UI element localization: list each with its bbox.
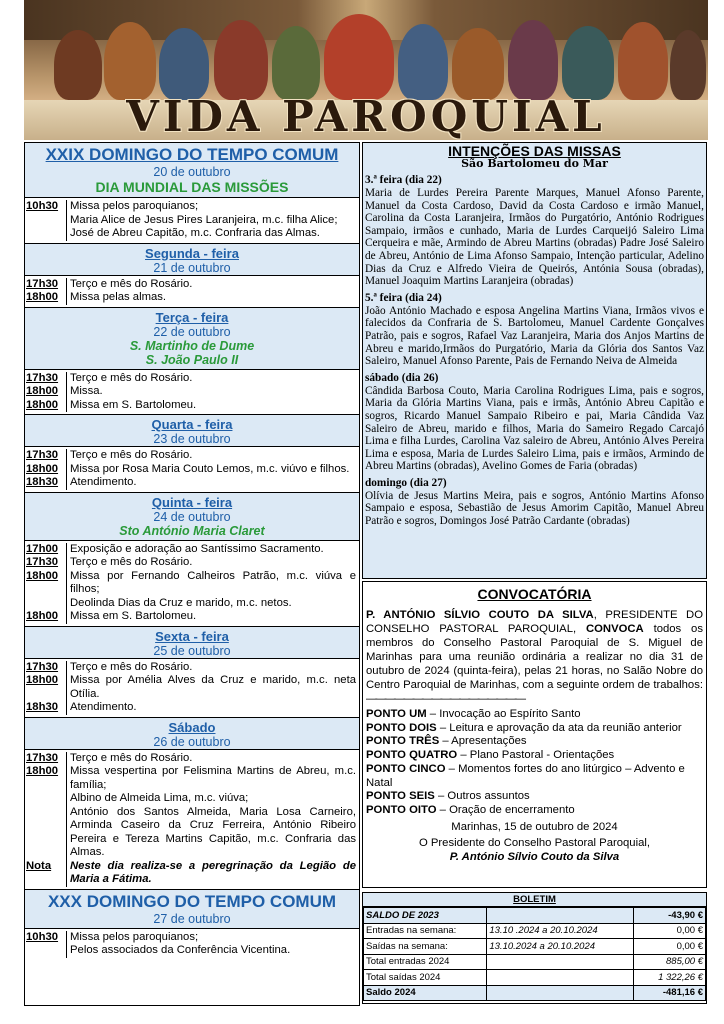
tuesday-date: 22 de outubro xyxy=(153,324,231,339)
intention-text: Olívia de Jesus Martins Meira, pais e sogros, António Martins Afonso Sampaio e esposa, Sebastião de Jesus Amorim Capitão, Manuel Abreu Patrão e sogros, Domingos José Patrão Cardante (obradas) xyxy=(365,489,704,528)
signature-name: P. António Sílvio Couto da Silva xyxy=(449,850,620,863)
time: 17h30 xyxy=(25,278,67,292)
entry: Missa em S. Bartolomeu. xyxy=(70,610,197,622)
time xyxy=(25,944,67,958)
agenda-point: PONTO UM – Invocação ao Espírito Santo xyxy=(366,708,581,720)
time: 17h30 xyxy=(25,372,67,386)
thursday-rows xyxy=(25,541,359,627)
thursday-date: 24 de outubro xyxy=(153,509,231,524)
entry: Deolinda Dias da Cruz e marido, m.c. netos. xyxy=(70,596,292,609)
time: 18h00 xyxy=(25,570,67,597)
monday-rows xyxy=(25,276,359,308)
table-row xyxy=(364,939,706,955)
row-extra xyxy=(487,908,634,924)
saint-label: S. Martinho de Dume xyxy=(129,338,255,353)
entry: Terço e mês do Rosário. xyxy=(70,751,193,764)
body-text: , PRESIDENTE DO CONSELHO PASTORAL PAROQUIAL, xyxy=(366,609,703,635)
entry: Terço e mês do Rosário. xyxy=(70,556,193,568)
entry: Maria Alice de Jesus Pires Laranjeira, m.c. filha Alice; xyxy=(70,213,338,226)
row-extra xyxy=(487,954,634,970)
convoca-word: CONVOCA xyxy=(585,623,644,635)
friday-header xyxy=(25,627,359,659)
place-date: Marinhas, 15 de outubro de 2024 xyxy=(451,820,618,833)
wednesday-rows xyxy=(25,447,359,493)
time: 17h00 xyxy=(25,543,67,557)
row-label: Total entradas 2024 xyxy=(364,954,487,970)
entry: Missa por Rosa Maria Couto Lemos, m.c. viúvo e filhos. xyxy=(70,462,350,475)
entry: Missa em S. Bartolomeu. xyxy=(70,398,197,411)
saint-label: Sto António Maria Claret xyxy=(119,523,265,538)
thursday-header xyxy=(25,493,359,541)
monday-header xyxy=(25,244,359,276)
row-value: 0,00 € xyxy=(634,923,706,939)
time: 17h30 xyxy=(25,449,67,463)
friday-rows xyxy=(25,659,359,718)
convocation-title: CONVOCATÓRIA xyxy=(477,586,592,602)
row-label: Saídas na semana: xyxy=(364,939,487,955)
saint-label: S. João Paulo II xyxy=(145,352,239,367)
intention-text: Maria de Lurdes Pereira Parente Marques, Manuel Afonso Parente, Manuel da Costa Cardoso, David da Costa Cardoso e irmão Manuel, Carolina da Costa Laranjeira, Irmãos do Purgatório, António Rodrigues Sampaio, irmãos e cunhado, Maria de Lurdes Carqueijó Saleiro Lima Cerqueira e mãe, Armindo de Abreu Martins (obradas) Padre José Saleiro de Abreu, António de Lima Afonso Sampaio, Intenção particular, Adelino Dias da Cruz e Alfredo Vieira de Queirós, Antónia Sousa (obradas), Manuel Joaquim Martins Laranjeira (obradas) xyxy=(365,187,704,288)
time: 18h30 xyxy=(25,476,67,490)
row-value: -481,16 € xyxy=(634,985,706,1001)
time xyxy=(25,792,67,806)
intention-day-label: sábado (dia 26) xyxy=(365,371,439,384)
row-value: 1 322,26 € xyxy=(634,970,706,986)
friday-date: 25 de outubro xyxy=(153,643,231,658)
table-row xyxy=(364,908,706,924)
row-value: 0,00 € xyxy=(634,939,706,955)
row-extra xyxy=(487,985,634,1001)
row-value: -43,90 € xyxy=(634,908,706,924)
row-label: SALDO DE 2023 xyxy=(364,908,487,924)
intentions-title: INTENÇÕES DAS MISSAS xyxy=(448,143,621,159)
monday-name: Segunda - feira xyxy=(145,245,239,261)
bulletin-panel xyxy=(362,892,707,1004)
convocation-panel xyxy=(362,581,707,888)
entry: Missa pelos paroquianos; xyxy=(70,200,199,212)
saturday-name: Sábado xyxy=(168,719,216,735)
table-row xyxy=(364,985,706,1001)
sunday2-rows xyxy=(25,929,359,960)
entry: Missa por Fernando Calheiros Patrão, m.c. viúva e filhos; xyxy=(70,569,356,595)
bulletin-title: BOLETIM xyxy=(363,893,706,907)
time: 17h30 xyxy=(25,661,67,675)
entry: Missa por Amélia Alves da Cruz e marido, m.c. neta Otília. xyxy=(70,674,356,700)
intention-day-label: 3.ª feira (dia 22) xyxy=(365,174,442,186)
page-title: VIDA PAROQUIAL xyxy=(126,92,606,140)
row-label: Total saídas 2024 xyxy=(364,970,487,986)
nota-label: Nota xyxy=(25,860,67,887)
wednesday-date: 23 de outubro xyxy=(153,432,231,446)
entry: Exposição e adoração ao Santíssimo Sacramento. xyxy=(70,542,324,555)
intention-text: Cândida Barbosa Couto, Maria Carolina Rodrigues Lima, pais e sogros, Maria da Glória Martins Viana, pais e irmãs, António Abreu Capitão e sogros, Ricardo Manuel Sampaio Ribeiro e pai, Maria Cândida Vaz Saleiro de Abreu, marido e filhos, Maria do Sameiro Regado Carcajó Lima e filha Lurdes, Carolina Vaz saleiro de Abreu, António Alves Pereira Lima e esposa, Maria de Lurdes Saleiro Lima, pais e irmãos, Armindo de Abreu Martins (obradas), Avelino Gomes de Faria (obradas) xyxy=(365,384,704,473)
tuesday-name: Terça - feira xyxy=(155,309,229,325)
row-extra xyxy=(487,970,634,986)
time: 18h00 xyxy=(25,463,67,477)
entry: Terço e mês do Rosário. xyxy=(70,277,193,290)
row-extra: 13.10 .2024 a 20.10.2024 xyxy=(487,923,634,939)
intention-text: João António Machado e esposa Angelina Martins Viana, Irmãos vivos e falecidos da Confraria de S. Bartolomeu, Manuel Cardente Gonçalves Patrão, pais e sogros, Rafael Vaz Laranjeira, Maria dos Anjos Martins de Abreu e marido,Irmãos do Purgatório, Maria da Glória dos Santos Vaz Saleiro, Manuel Afonso Parente, Pais de Fernando Neiva de Almeida xyxy=(365,304,704,368)
entry: Terço e mês do Rosário. xyxy=(70,449,193,461)
time: 17h30 xyxy=(25,752,67,766)
monday-date: 21 de outubro xyxy=(153,260,231,275)
convocation-body xyxy=(366,608,703,706)
time: 18h00 xyxy=(25,399,67,413)
table-row xyxy=(364,954,706,970)
wednesday-name: Quarta - feira xyxy=(151,417,233,432)
agenda-point: PONTO OITO – Oração de encerramento xyxy=(366,803,575,816)
entry: António dos Santos Almeida, Maria Losa Carneiro, Arminda Caseiro da Cruz Ferreira, António Ribeiro Pereira e Tereza Martins Capitão, m.c. Confraria das Almas. xyxy=(70,805,356,858)
row-label: Saldo 2024 xyxy=(364,985,487,1001)
signature-role: O Presidente do Conselho Pastoral Paroquial, xyxy=(418,836,651,849)
sunday1-title: XXIX DOMINGO DO TEMPO COMUM xyxy=(45,145,339,164)
dashes: ————————————————— xyxy=(366,693,525,705)
time: 18h00 xyxy=(25,385,67,399)
row-extra: 13.10.2024 a 20.10.2024 xyxy=(487,939,634,955)
time: 18h00 xyxy=(25,674,67,701)
table-row xyxy=(364,970,706,986)
sunday1-rows xyxy=(25,198,359,244)
sunday2-date: 27 de outubro xyxy=(153,911,231,926)
saturday-date: 26 de outubro xyxy=(153,734,231,749)
bulletin-table xyxy=(363,907,706,1001)
thursday-name: Quinta - feira xyxy=(151,494,233,510)
entry: Atendimento. xyxy=(70,476,137,488)
sunday1-date: 20 de outubro xyxy=(153,165,231,179)
intention-day-label: domingo (dia 27) xyxy=(365,476,447,489)
agenda-point: PONTO CINCO – Momentos fortes do ano litúrgico – Advento e Natal xyxy=(366,762,685,789)
intentions-subtitle: São Bartolomeu do Mar xyxy=(461,157,608,170)
time: 18h00 xyxy=(25,291,67,305)
entry: Missa. xyxy=(70,385,103,397)
sunday1-header xyxy=(25,143,359,198)
time: 18h00 xyxy=(25,610,67,624)
sunday2-header xyxy=(25,890,359,929)
time xyxy=(25,227,67,241)
tuesday-rows xyxy=(25,370,359,416)
mass-intentions-panel xyxy=(362,142,707,579)
time: 10h30 xyxy=(25,200,67,214)
entry: Missa pelos paroquianos; xyxy=(70,930,199,943)
agenda-point: PONTO TRÊS – Apresentações xyxy=(366,735,527,748)
time: 18h30 xyxy=(25,701,67,715)
agenda-point: PONTO QUATRO – Plano Pastoral - Orientações xyxy=(366,749,615,762)
tuesday-header xyxy=(25,308,359,370)
agenda-point: PONTO SEIS – Outros assuntos xyxy=(366,790,530,803)
entry: Terço e mês do Rosário. xyxy=(70,660,193,673)
mission-day-label: DIA MUNDIAL DAS MISSÕES xyxy=(95,179,289,195)
friday-name: Sexta - feira xyxy=(155,628,229,644)
header-banner xyxy=(24,0,708,140)
saturday-header xyxy=(25,718,359,750)
sunday2-title: XXX DOMINGO DO TEMPO COMUM xyxy=(47,891,337,911)
saturday-rows xyxy=(25,750,359,890)
entry: Atendimento. xyxy=(70,701,137,713)
time xyxy=(25,214,67,228)
row-value: 885,00 € xyxy=(634,954,706,970)
entry: Terço e mês do Rosário. xyxy=(70,371,193,384)
time xyxy=(25,806,67,860)
time: 17h30 xyxy=(25,556,67,570)
time: 18h00 xyxy=(25,765,67,792)
time: 10h30 xyxy=(25,931,67,945)
agenda-point: PONTO DOIS – Leitura e aprovação da ata da reunião anterior xyxy=(366,721,682,734)
entry: Missa pelas almas. xyxy=(70,291,167,303)
entry: Missa vespertina por Felismina Martins de Abreu, m.c. família; xyxy=(70,765,356,791)
intention-day-label: 5.ª feira (dia 24) xyxy=(365,291,442,304)
president-name: P. ANTÓNIO SÍLVIO COUTO DA SILVA xyxy=(366,609,594,621)
entry: José de Abreu Capitão, m.c. Confraria das Almas. xyxy=(70,227,320,239)
entry: Pelos associados da Conferência Vicentina. xyxy=(70,944,291,956)
time xyxy=(25,597,67,611)
nota-text: Neste dia realiza-se a peregrinação da Legião de Maria a Fátima. xyxy=(70,859,356,885)
entry: Albino de Almeida Lima, m.c. viúva; xyxy=(70,792,249,804)
weekly-schedule xyxy=(24,142,360,1006)
row-label: Entradas na semana: xyxy=(364,923,487,939)
table-row xyxy=(364,923,706,939)
wednesday-header xyxy=(25,415,359,447)
body-text: todos os membros do Conselho Pastoral Paroquial de S. Miguel de Marinhas para uma reunião ordinária a realizar no dia 31 de outubro de 2024 (quinta-feira), pelas 21 horas, no Salão Nobre do Centro Paroquial de Marinhas, com a seguinte ordem de trabalhos: xyxy=(366,623,703,691)
